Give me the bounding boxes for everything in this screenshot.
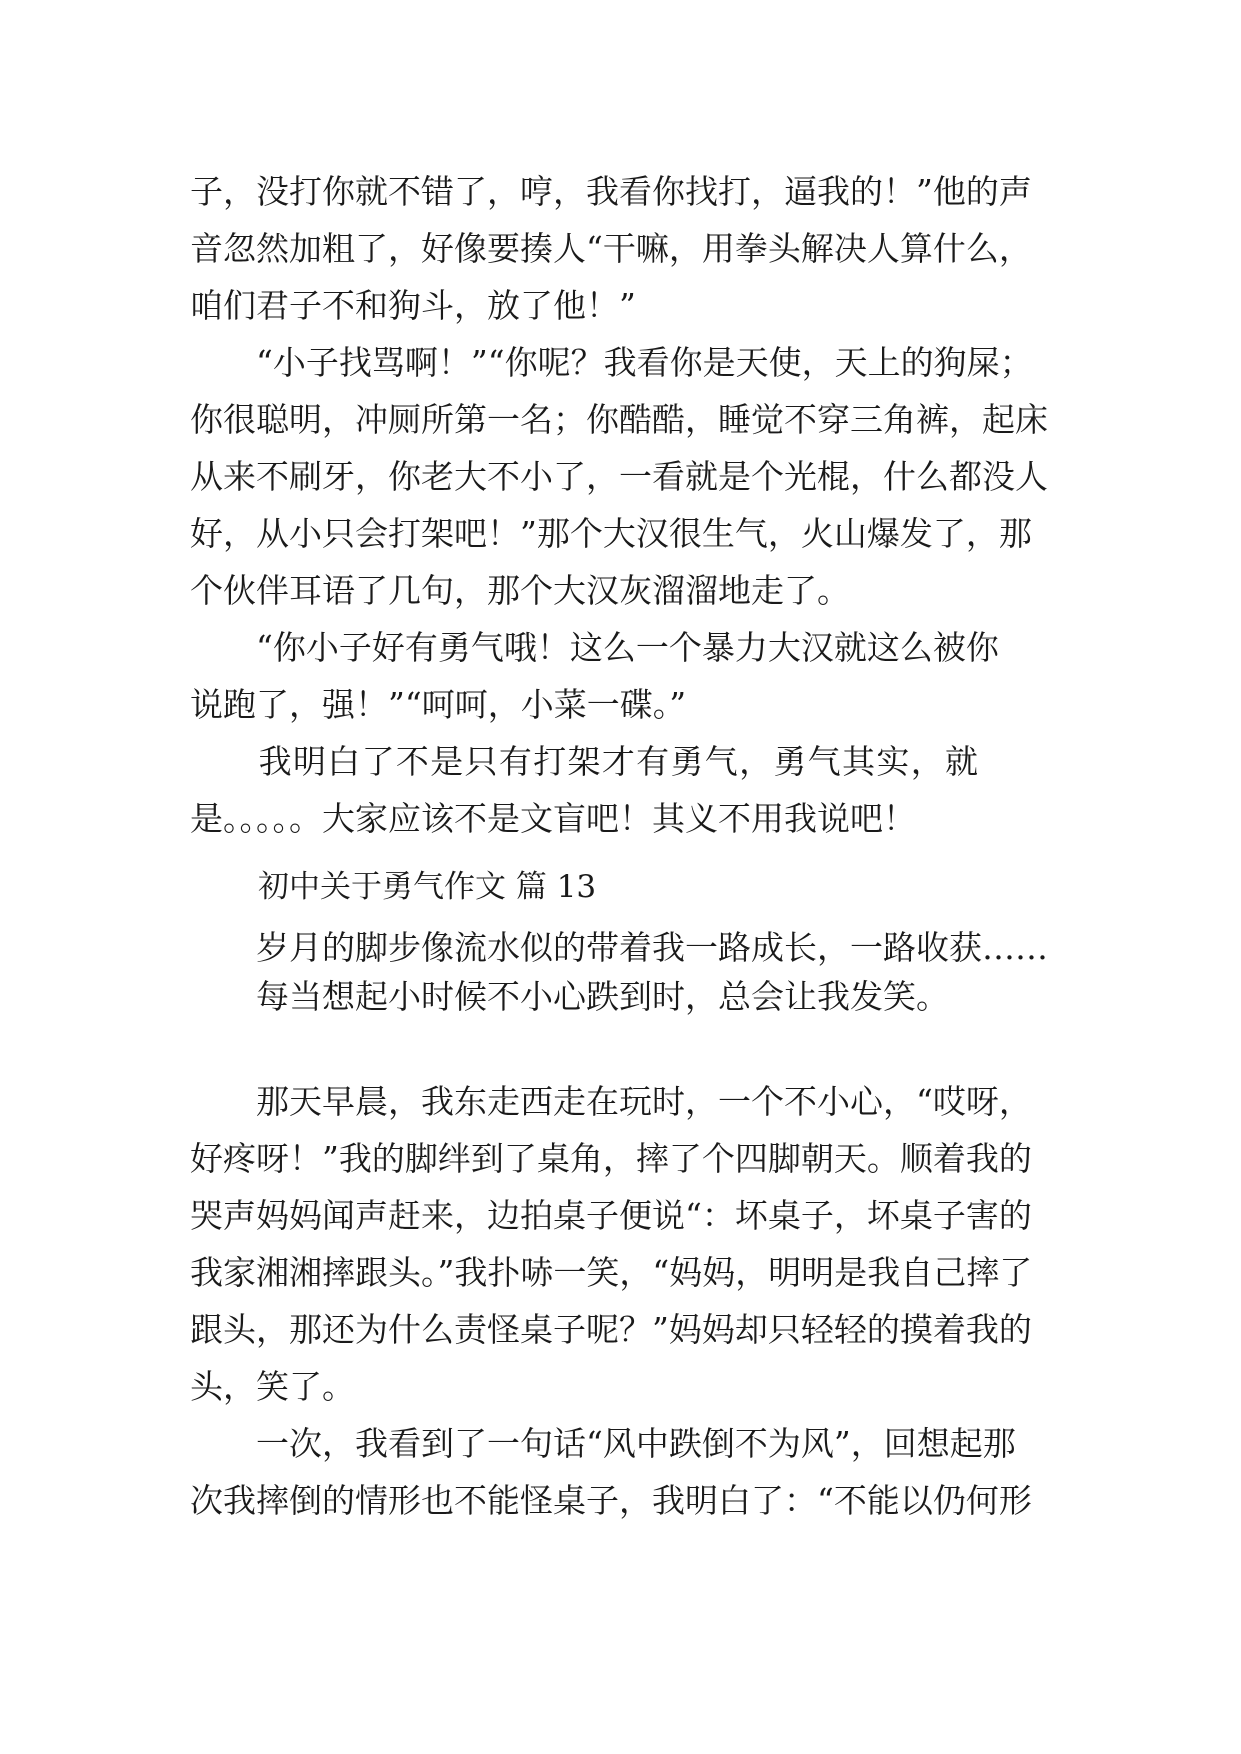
text-line: 我家湘湘摔跟头。”我扑哧一笑，“妈妈，明明是我自己摔了	[190, 1253, 1033, 1292]
text-line: 个伙伴耳语了几句，那个大汉灰溜溜地走了。	[190, 571, 850, 610]
text-line: 从来不刷牙，你老大不小了，一看就是个光棍，什么都没人	[190, 457, 1048, 496]
text-line: 音忽然加粗了，好像要揍人“干嘛，用拳头解决人算什么，	[190, 229, 1032, 268]
text-line: 岁月的脚步像流水似的带着我一路成长，一路收获……	[190, 928, 1048, 967]
text-line: 咱们君子不和狗斗，放了他！”	[190, 286, 636, 325]
text-line: “小子找骂啊！”“你呢？我看你是天使，天上的狗屎；	[190, 343, 1033, 382]
text-line: 说跑了，强！”“呵呵，小菜一碟。”	[190, 685, 687, 724]
text-line: 是。。。。。大家应该不是文盲吧！其义不用我说吧！	[190, 799, 916, 838]
text-line: 哭声妈妈闻声赶来，边拍桌子便说“：坏桌子，坏桌子害的	[190, 1196, 1032, 1235]
section-heading: 初中关于勇气作文 篇 13	[258, 869, 597, 905]
text-line: 我明白了不是只有打架才有勇气，勇气其实，就	[190, 742, 980, 781]
text-line: 好，从小只会打架吧！”那个大汉很生气，火山爆发了，那	[190, 514, 1032, 553]
essay-body-top	[190, 163, 1070, 847]
text-line: 那天早晨，我东走西走在玩时，一个不小心，“哎呀，	[190, 1082, 1032, 1121]
text-line: 跟头，那还为什么责怪桌子呢？”妈妈却只轻轻的摸着我的	[190, 1310, 1032, 1349]
text-line: “你小子好有勇气哦！这么一个暴力大汉就这么被你	[190, 628, 999, 667]
text-line: 一次，我看到了一句话“风中跌倒不为风”，回想起那	[190, 1424, 1016, 1463]
text-line: 头，笑了。	[190, 1367, 355, 1406]
text-line: 每当想起小时候不小心跌到时，总会让我发笑。	[190, 977, 949, 1016]
text-line: 你很聪明，冲厕所第一名；你酷酷，睡觉不穿三角裤，起床	[190, 400, 1048, 439]
text-line: 次我摔倒的情形也不能怪桌子，我明白了：“不能以仍何形	[190, 1481, 1032, 1520]
essay-body-intro	[190, 923, 1070, 1021]
text-line: 子，没打你就不错了，哼，我看你找打，逼我的！”他的声	[190, 172, 1032, 211]
text-line: 好疼呀！”我的脚绊到了桌角，摔了个四脚朝天。顺着我的	[190, 1139, 1032, 1178]
essay-body-bottom	[190, 1073, 1070, 1529]
